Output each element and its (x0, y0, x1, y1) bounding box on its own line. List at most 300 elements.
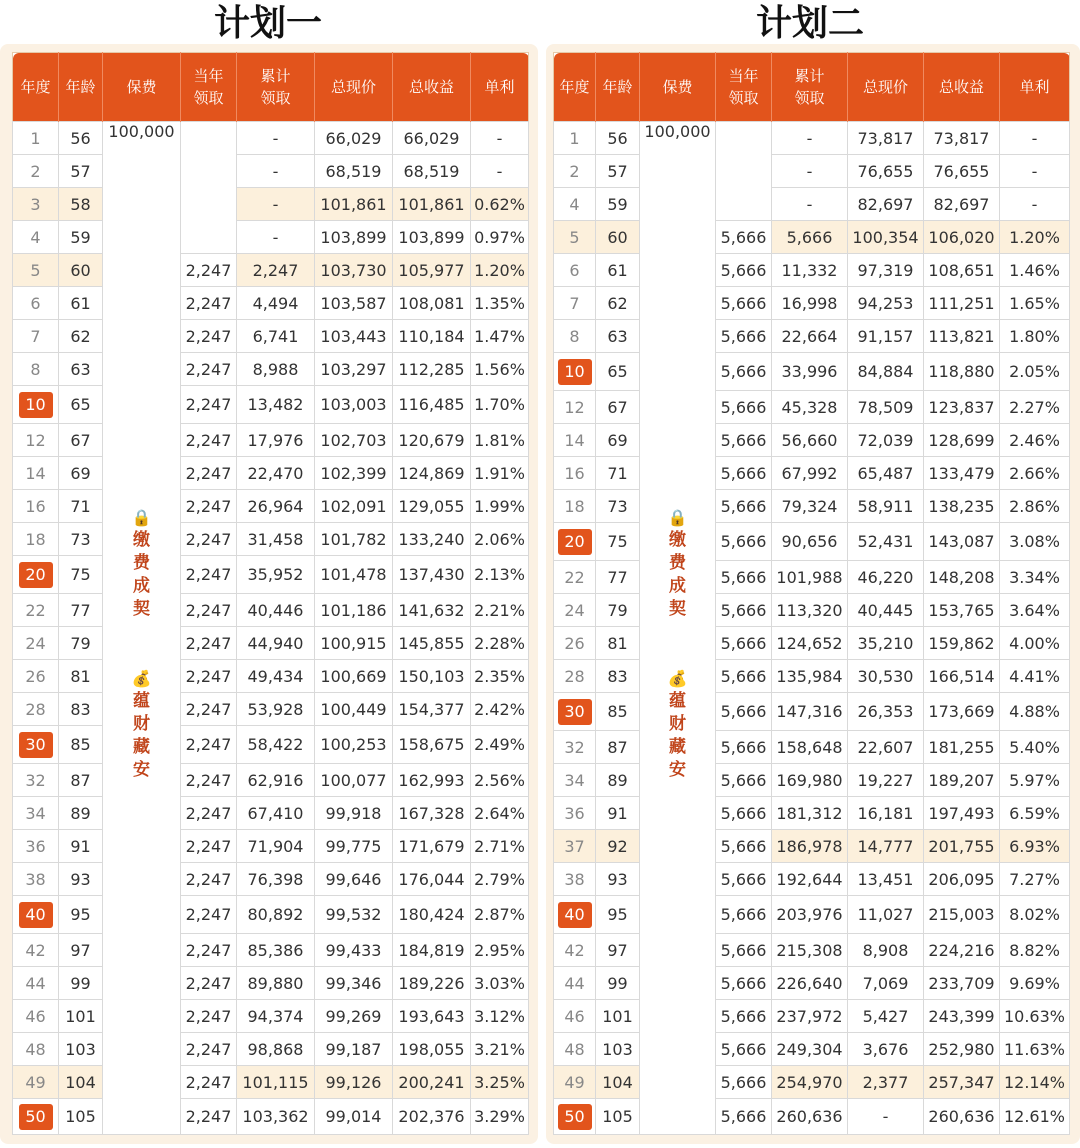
cumulative-cell: - (237, 155, 315, 188)
year-cell: 12 (554, 391, 596, 424)
annual-cell: 2,247 (181, 693, 237, 726)
cumulative-cell: 67,410 (237, 797, 315, 830)
age-cell: 104 (596, 1066, 640, 1099)
age-cell: 105 (59, 1099, 103, 1135)
cash-value-cell: 7,069 (848, 967, 924, 1000)
cash-value-cell: 5,427 (848, 1000, 924, 1033)
cumulative-cell: 113,320 (772, 594, 848, 627)
table-row (13, 287, 529, 320)
cumulative-cell: 89,880 (237, 967, 315, 1000)
slogan-char: 安 (133, 760, 150, 781)
age-cell: 75 (59, 556, 103, 594)
cash-value-cell: 40,445 (848, 594, 924, 627)
age-cell: 57 (596, 155, 640, 188)
annual-cell: 2,247 (181, 660, 237, 693)
cash-value-cell: 100,253 (315, 726, 393, 764)
year-cell: 3 (13, 188, 59, 221)
total-gain-cell: 158,675 (393, 726, 471, 764)
rate-cell: 9.69% (1000, 967, 1070, 1000)
total-gain-cell: 123,837 (924, 391, 1000, 424)
table-row (13, 1033, 529, 1066)
cumulative-cell: - (772, 155, 848, 188)
cash-value-cell: 101,782 (315, 523, 393, 556)
cumulative-cell: 101,115 (237, 1066, 315, 1099)
year-cell: 4 (554, 188, 596, 221)
total-gain-cell: 68,519 (393, 155, 471, 188)
annual-cell: 5,666 (716, 934, 772, 967)
annual-cell (181, 155, 237, 188)
cumulative-cell: 76,398 (237, 863, 315, 896)
cumulative-cell: 260,636 (772, 1099, 848, 1135)
table-row (13, 386, 529, 424)
cash-value-cell: 2,377 (848, 1066, 924, 1099)
year-cell: 38 (13, 863, 59, 896)
table-row (554, 863, 1070, 896)
year-cell: 12 (13, 424, 59, 457)
age-cell: 77 (59, 594, 103, 627)
age-cell: 57 (59, 155, 103, 188)
cash-value-cell: 72,039 (848, 424, 924, 457)
cash-value-cell: 99,269 (315, 1000, 393, 1033)
rate-cell: 2.06% (471, 523, 529, 556)
age-cell: 67 (596, 391, 640, 424)
annual-cell: 2,247 (181, 797, 237, 830)
total-gain-cell: 154,377 (393, 693, 471, 726)
table-row (13, 594, 529, 627)
rate-cell: 2.71% (471, 830, 529, 863)
plan2-title: 计划二 (755, 3, 864, 44)
age-cell: 95 (596, 896, 640, 934)
cumulative-cell: 181,312 (772, 797, 848, 830)
column-header: 当年 领取 (181, 53, 237, 122)
annual-cell: 2,247 (181, 764, 237, 797)
column-header: 保费 (640, 53, 716, 122)
annual-cell: 5,666 (716, 830, 772, 863)
total-gain-cell: 106,020 (924, 221, 1000, 254)
total-gain-cell: 252,980 (924, 1033, 1000, 1066)
age-cell: 71 (59, 490, 103, 523)
cumulative-cell: 98,868 (237, 1033, 315, 1066)
cumulative-cell: 158,648 (772, 731, 848, 764)
rate-cell: 2.66% (1000, 457, 1070, 490)
total-gain-cell: 129,055 (393, 490, 471, 523)
age-cell: 62 (59, 320, 103, 353)
rate-cell: 3.29% (471, 1099, 529, 1135)
rate-cell: 12.61% (1000, 1099, 1070, 1135)
rate-cell: 2.56% (471, 764, 529, 797)
cash-value-cell: 68,519 (315, 155, 393, 188)
annual-cell: 5,666 (716, 561, 772, 594)
age-cell: 95 (59, 896, 103, 934)
total-gain-cell: 171,679 (393, 830, 471, 863)
year-cell: 32 (554, 731, 596, 764)
cash-value-cell: 100,669 (315, 660, 393, 693)
year-cell (554, 353, 596, 391)
table-row (13, 764, 529, 797)
total-gain-cell: 112,285 (393, 353, 471, 386)
table-row (554, 320, 1070, 353)
plan2-header-row (554, 53, 1070, 122)
rate-cell: 3.34% (1000, 561, 1070, 594)
age-cell: 77 (596, 561, 640, 594)
column-header: 单利 (1000, 53, 1070, 122)
table-row (554, 523, 1070, 561)
table-row (554, 221, 1070, 254)
age-cell: 99 (596, 967, 640, 1000)
plan2-table (553, 52, 1070, 1135)
premium-side-cell (640, 155, 716, 1135)
table-row (554, 830, 1070, 863)
table-row (554, 188, 1070, 221)
table-row (554, 122, 1070, 155)
age-cell: 62 (596, 287, 640, 320)
table-row (13, 490, 529, 523)
year-cell: 8 (554, 320, 596, 353)
age-cell: 101 (59, 1000, 103, 1033)
year-cell: 32 (13, 764, 59, 797)
annual-cell: 5,666 (716, 523, 772, 561)
age-cell: 93 (59, 863, 103, 896)
age-cell: 105 (596, 1099, 640, 1135)
cash-value-cell: 103,003 (315, 386, 393, 424)
year-cell: 6 (13, 287, 59, 320)
table-row (554, 1066, 1070, 1099)
year-cell: 49 (13, 1066, 59, 1099)
cash-value-cell: 11,027 (848, 896, 924, 934)
table-row (13, 221, 529, 254)
annual-cell: 5,666 (716, 627, 772, 660)
rate-cell: 1.46% (1000, 254, 1070, 287)
year-cell: 16 (554, 457, 596, 490)
annual-cell: 5,666 (716, 797, 772, 830)
annual-cell: 2,247 (181, 1033, 237, 1066)
year-cell (13, 1099, 59, 1135)
cash-value-cell: 84,884 (848, 353, 924, 391)
age-cell: 61 (596, 254, 640, 287)
total-gain-cell: 257,347 (924, 1066, 1000, 1099)
cash-value-cell: 94,253 (848, 287, 924, 320)
total-gain-cell: 201,755 (924, 830, 1000, 863)
year-cell: 49 (554, 1066, 596, 1099)
cumulative-cell: 67,992 (772, 457, 848, 490)
table-row (13, 523, 529, 556)
annual-cell: 5,666 (716, 660, 772, 693)
year-cell: 36 (13, 830, 59, 863)
cash-value-cell: 52,431 (848, 523, 924, 561)
year-cell: 4 (13, 221, 59, 254)
year-cell: 18 (554, 490, 596, 523)
age-cell: 67 (59, 424, 103, 457)
table-row (13, 1000, 529, 1033)
cumulative-cell: 45,328 (772, 391, 848, 424)
cumulative-cell: 192,644 (772, 863, 848, 896)
rate-cell: 3.03% (471, 967, 529, 1000)
annual-cell: 2,247 (181, 726, 237, 764)
table-row (554, 627, 1070, 660)
rate-cell: - (1000, 188, 1070, 221)
cumulative-cell: 26,964 (237, 490, 315, 523)
total-gain-cell: 108,651 (924, 254, 1000, 287)
cash-value-cell: 99,433 (315, 934, 393, 967)
rate-cell: 1.47% (471, 320, 529, 353)
cash-value-cell: 35,210 (848, 627, 924, 660)
annual-cell: 2,247 (181, 627, 237, 660)
age-cell: 99 (59, 967, 103, 1000)
rate-cell: 2.05% (1000, 353, 1070, 391)
age-cell: 60 (596, 221, 640, 254)
rate-cell: 1.70% (471, 386, 529, 424)
cumulative-cell: 71,904 (237, 830, 315, 863)
cumulative-cell: 90,656 (772, 523, 848, 561)
annual-cell: 2,247 (181, 967, 237, 1000)
age-cell: 103 (596, 1033, 640, 1066)
plan1-header-row (13, 53, 529, 122)
rate-cell: 12.14% (1000, 1066, 1070, 1099)
year-badge: 40 (19, 902, 53, 928)
cash-value-cell: 3,676 (848, 1033, 924, 1066)
cumulative-cell: 11,332 (772, 254, 848, 287)
rate-cell: 3.25% (471, 1066, 529, 1099)
cash-value-cell: 30,530 (848, 660, 924, 693)
rate-cell: 2.35% (471, 660, 529, 693)
rate-cell: - (471, 155, 529, 188)
cumulative-cell: 53,928 (237, 693, 315, 726)
cash-value-cell: 100,077 (315, 764, 393, 797)
column-header: 年龄 (596, 53, 640, 122)
table-row (554, 731, 1070, 764)
column-header: 保费 (103, 53, 181, 122)
cumulative-cell: 8,988 (237, 353, 315, 386)
rate-cell: - (1000, 122, 1070, 155)
rate-cell: 1.20% (1000, 221, 1070, 254)
cumulative-cell: 226,640 (772, 967, 848, 1000)
year-badge: 20 (19, 562, 53, 588)
annual-cell: 5,666 (716, 693, 772, 731)
cash-value-cell: 73,817 (848, 122, 924, 155)
total-gain-cell: 189,226 (393, 967, 471, 1000)
slogan-char: 缴 (133, 530, 150, 551)
year-cell: 1 (13, 122, 59, 155)
table-row (554, 490, 1070, 523)
plan1-title: 计划一 (213, 3, 322, 44)
table-row (13, 726, 529, 764)
total-gain-cell: 173,669 (924, 693, 1000, 731)
age-cell: 97 (59, 934, 103, 967)
cumulative-cell: 254,970 (772, 1066, 848, 1099)
cumulative-cell: 237,972 (772, 1000, 848, 1033)
total-gain-cell: 260,636 (924, 1099, 1000, 1135)
table-row (554, 693, 1070, 731)
table-row (13, 660, 529, 693)
annual-cell: 2,247 (181, 490, 237, 523)
rate-cell: 3.64% (1000, 594, 1070, 627)
rate-cell: 5.40% (1000, 731, 1070, 764)
annual-cell: 5,666 (716, 490, 772, 523)
cash-value-cell: 103,730 (315, 254, 393, 287)
year-cell: 5 (13, 254, 59, 287)
cash-value-cell: 103,297 (315, 353, 393, 386)
annual-cell: 5,666 (716, 1000, 772, 1033)
total-gain-cell: 159,862 (924, 627, 1000, 660)
cash-value-cell: 46,220 (848, 561, 924, 594)
total-gain-cell: 116,485 (393, 386, 471, 424)
age-cell: 71 (596, 457, 640, 490)
rate-cell: 1.56% (471, 353, 529, 386)
age-cell: 59 (59, 221, 103, 254)
cash-value-cell: 102,399 (315, 457, 393, 490)
annual-cell (181, 188, 237, 221)
cumulative-cell: 33,996 (772, 353, 848, 391)
year-cell: 7 (13, 320, 59, 353)
column-header: 总现价 (315, 53, 393, 122)
age-cell: 89 (59, 797, 103, 830)
annual-cell: 5,666 (716, 457, 772, 490)
rate-cell: 3.21% (471, 1033, 529, 1066)
age-cell: 65 (596, 353, 640, 391)
cumulative-cell: 101,988 (772, 561, 848, 594)
column-header: 累计 领取 (772, 53, 848, 122)
plan1-table (12, 52, 529, 1135)
rate-cell: 2.28% (471, 627, 529, 660)
age-cell: 91 (596, 797, 640, 830)
rate-cell: 1.99% (471, 490, 529, 523)
annual-cell (716, 155, 772, 188)
annual-cell: 5,666 (716, 1033, 772, 1066)
table-row (13, 424, 529, 457)
total-gain-cell: 138,235 (924, 490, 1000, 523)
cumulative-cell: 124,652 (772, 627, 848, 660)
rate-cell: 2.64% (471, 797, 529, 830)
rate-cell: 4.41% (1000, 660, 1070, 693)
year-cell: 28 (13, 693, 59, 726)
age-cell: 58 (59, 188, 103, 221)
annual-cell: 2,247 (181, 830, 237, 863)
annual-cell: 2,247 (181, 424, 237, 457)
column-header: 年度 (554, 53, 596, 122)
year-cell (554, 896, 596, 934)
year-cell: 36 (554, 797, 596, 830)
cash-value-cell: 65,487 (848, 457, 924, 490)
age-cell: 81 (59, 660, 103, 693)
year-cell: 24 (13, 627, 59, 660)
year-cell: 18 (13, 523, 59, 556)
table-row (13, 188, 529, 221)
table-row (554, 254, 1070, 287)
total-gain-cell: 198,055 (393, 1033, 471, 1066)
year-cell: 2 (554, 155, 596, 188)
table-row (554, 561, 1070, 594)
cash-value-cell: 16,181 (848, 797, 924, 830)
cumulative-cell: 203,976 (772, 896, 848, 934)
rate-cell: - (1000, 155, 1070, 188)
cumulative-cell: 135,984 (772, 660, 848, 693)
rate-cell: - (471, 122, 529, 155)
annual-cell: 5,666 (716, 594, 772, 627)
cash-value-cell: 101,861 (315, 188, 393, 221)
lock-icon: 🔒 (667, 508, 688, 528)
annual-cell (181, 122, 237, 155)
cumulative-cell: 186,978 (772, 830, 848, 863)
year-badge: 40 (558, 902, 592, 928)
cash-value-cell: 99,126 (315, 1066, 393, 1099)
table-row (13, 556, 529, 594)
rate-cell: 4.00% (1000, 627, 1070, 660)
year-cell: 1 (554, 122, 596, 155)
age-cell: 69 (59, 457, 103, 490)
premium-cell: 100,000 (103, 122, 181, 155)
year-cell: 44 (554, 967, 596, 1000)
cash-value-cell: 13,451 (848, 863, 924, 896)
column-header: 当年 领取 (716, 53, 772, 122)
cash-value-cell: - (848, 1099, 924, 1135)
total-gain-cell: 110,184 (393, 320, 471, 353)
cash-value-cell: 99,346 (315, 967, 393, 1000)
cumulative-cell: 17,976 (237, 424, 315, 457)
rate-cell: 6.59% (1000, 797, 1070, 830)
table-row (554, 934, 1070, 967)
annual-cell (716, 122, 772, 155)
cumulative-cell: 80,892 (237, 896, 315, 934)
total-gain-cell: 66,029 (393, 122, 471, 155)
total-gain-cell: 105,977 (393, 254, 471, 287)
year-cell: 37 (554, 830, 596, 863)
table-row (13, 1099, 529, 1135)
cash-value-cell: 103,443 (315, 320, 393, 353)
cumulative-cell: 58,422 (237, 726, 315, 764)
cash-value-cell: 99,646 (315, 863, 393, 896)
total-gain-cell: 193,643 (393, 1000, 471, 1033)
money-bag-icon: 💰 (131, 669, 152, 689)
total-gain-cell: 133,479 (924, 457, 1000, 490)
year-cell: 38 (554, 863, 596, 896)
rate-cell: 2.49% (471, 726, 529, 764)
cumulative-cell: 147,316 (772, 693, 848, 731)
side-slogan (668, 506, 688, 782)
rate-cell: 2.79% (471, 863, 529, 896)
annual-cell: 2,247 (181, 556, 237, 594)
slogan-char: 费 (669, 553, 686, 574)
rate-cell: 6.93% (1000, 830, 1070, 863)
rate-cell: 2.87% (471, 896, 529, 934)
year-cell: 24 (554, 594, 596, 627)
cumulative-cell: - (237, 221, 315, 254)
table-row (554, 967, 1070, 1000)
cumulative-cell: 31,458 (237, 523, 315, 556)
total-gain-cell: 120,679 (393, 424, 471, 457)
age-cell: 59 (596, 188, 640, 221)
rate-cell: 0.62% (471, 188, 529, 221)
total-gain-cell: 150,103 (393, 660, 471, 693)
annual-cell: 2,247 (181, 386, 237, 424)
age-cell: 87 (59, 764, 103, 797)
cash-value-cell: 22,607 (848, 731, 924, 764)
table-row (13, 457, 529, 490)
rate-cell: 4.88% (1000, 693, 1070, 731)
rate-cell: 2.13% (471, 556, 529, 594)
total-gain-cell: 133,240 (393, 523, 471, 556)
annual-cell: 5,666 (716, 320, 772, 353)
table-row (13, 353, 529, 386)
cash-value-cell: 78,509 (848, 391, 924, 424)
year-cell: 2 (13, 155, 59, 188)
age-cell: 89 (596, 764, 640, 797)
total-gain-cell: 148,208 (924, 561, 1000, 594)
annual-cell: 5,666 (716, 764, 772, 797)
year-cell (13, 386, 59, 424)
column-header: 年龄 (59, 53, 103, 122)
year-cell (554, 693, 596, 731)
annual-cell: 2,247 (181, 457, 237, 490)
